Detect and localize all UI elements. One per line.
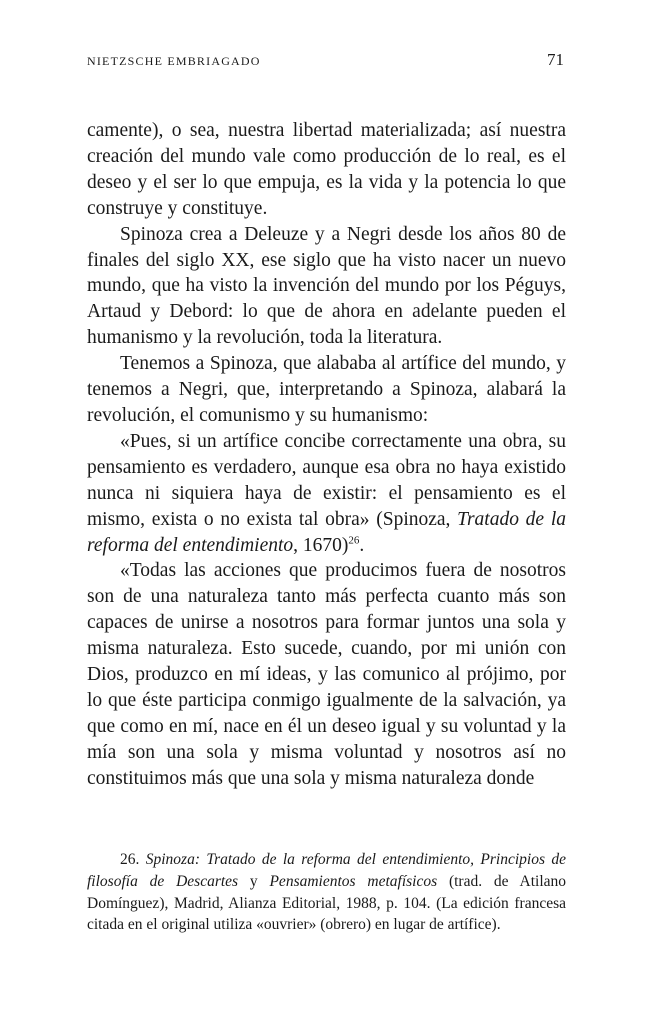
footnote-title-1: Spinoza: Tratado de la reforma del entendimiento, Principios de filosofía de Descartes xyxy=(87,851,566,890)
footnote-and: y xyxy=(238,872,270,890)
body-text xyxy=(87,118,566,792)
citation-period: . xyxy=(359,534,365,556)
footnote-title-2: Pensamientos metafísicos xyxy=(269,872,438,890)
page-number: 71 xyxy=(547,50,564,69)
footnote xyxy=(87,849,566,936)
footnote-number: 26. xyxy=(120,851,140,868)
footnote-26 xyxy=(87,849,566,936)
running-head xyxy=(87,50,564,70)
citation-year: , 1670) xyxy=(293,534,349,556)
paragraph-1: camente), o sea, nuestra libertad materializada; así nuestra creación del mundo vale como producción de lo real, es el deseo y el ser lo que empuja, es la vida y la potencia lo que construye y constituye. xyxy=(87,120,566,219)
paragraph-3: Tenemos a Spinoza, que alababa al artífice del mundo, y tenemos a Negri, que, interpretando a Spinoza, alabará la revolución, el comunismo y su humanismo: xyxy=(87,353,566,426)
quote-text: «Pues, si un artífice concibe correctamente una obra, su pensamiento es verdadero, aunque esa obra no haya existido nunca ni siquiera haya de existir: el pensamiento es el mismo, exista o no exista tal obra» (Spinoza, xyxy=(87,430,566,530)
footnote-details: (trad. de Atilano Domínguez), Madrid, Alianza Editorial, 1988, p. 104. (La edición francesa citada en el original utiliza «ouvrier» (obrero) en lugar de artífice). xyxy=(87,872,567,934)
paragraph-2: Spinoza crea a Deleuze y a Negri desde los años 80 de finales del siglo XX, ese siglo que ha visto nacer un nuevo mundo, que ha visto la invención del mundo por los Péguys, Artaud y Debord: lo que de ahora en adelante pueden el humanismo y la revolución, toda la literatura. xyxy=(87,223,566,349)
work-title: Tratado de la reforma del entendimiento xyxy=(87,508,566,556)
paragraph-5-quote: «Todas las acciones que producimos fuera de nosotros son de una naturaleza tanto más perfecta cuanto más son capaces de unirse a nosotros para formar juntos una sola y misma naturaleza. Esto sucede, cuando, por mi unión con Dios, produzco en mí ideas, y las comunico al prójimo, por lo que éste participa conmigo igualmente de la salvación, ya que como en mí, nace en él un deseo igual y su voluntad y la mía son una sola y misma voluntad y nosotros así no constituimos más que una sola y misma naturaleza donde xyxy=(87,560,566,789)
footnote-reference[interactable]: 26 xyxy=(348,534,360,546)
paragraph-4-quote xyxy=(87,429,566,559)
running-head-title: NIETZSCHE EMBRIAGADO xyxy=(87,54,261,68)
